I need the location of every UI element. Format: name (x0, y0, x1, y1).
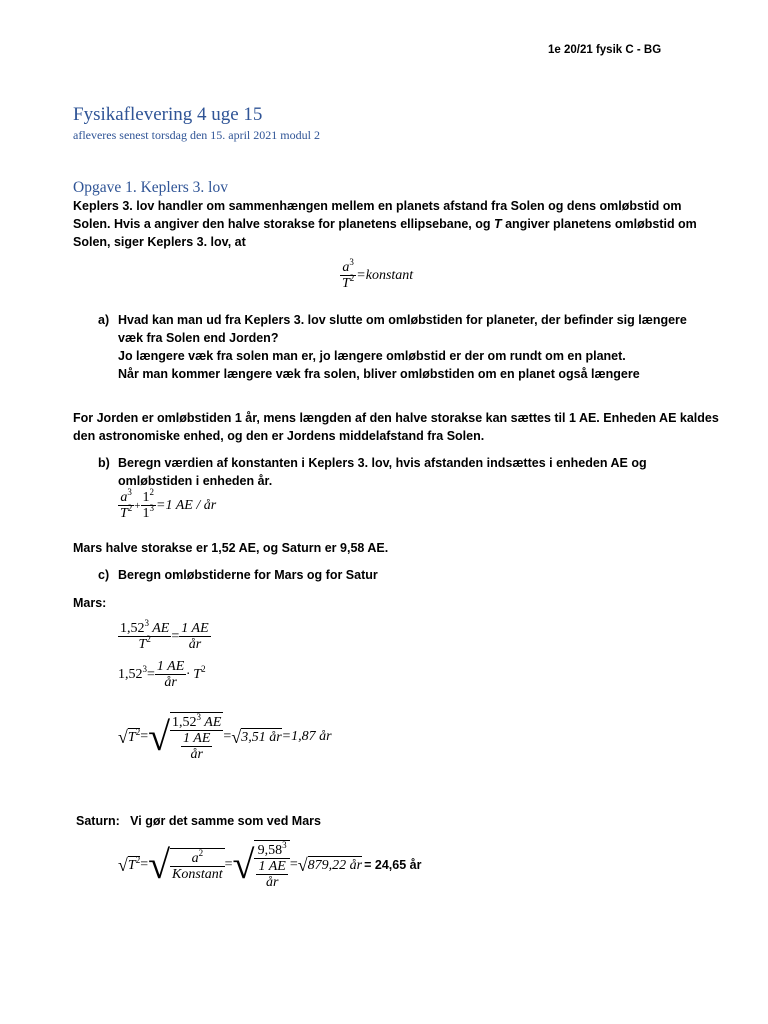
mars-equation-1: $\frac{1,52^3 AE}{T^2}$ = $\frac{1 AE}{år}$ (120, 618, 209, 652)
question-a-label: a) (98, 313, 110, 327)
mars-label: Mars: (73, 596, 107, 610)
intro-line-2: Solen. Hvis a angiver den halve storakse for planetens ellipsebane, og T angiver planetens omløbstid om (73, 217, 697, 231)
intro-line-1: Keplers 3. lov handler om sammenhængen mellem en planets afstand fra Solen og dens omløbstid om (73, 199, 682, 213)
kepler-formula: $\frac{a^3}{T^2}$ =konstant (342, 257, 414, 291)
question-b: Beregn værdien af konstanten i Keplers 3. lov, hvis afstanden indsættes i enheden AE og omløbstiden i enheden år. (118, 456, 647, 488)
mars-saturn-text: Mars halve storakse er 1,52 AE, og Saturn er 9,58 AE. (73, 541, 389, 555)
constant-equation: $\frac{a^3}{T^2}$ + $\frac{1^2}{1^3}$ =1 AE / år (120, 487, 217, 521)
question-b-label: b) (98, 456, 110, 470)
mars-equation-2: $1,52^3=$ $\frac{1 AE}{år}$ · $T^2$ (118, 659, 206, 690)
answer-a-line-1: Jo længere væk fra solen man er, jo længere omløbstid er der om rundt om en planet. (118, 349, 626, 363)
document-title: Fysikaflevering 4 uge 15 (73, 104, 263, 125)
mars-equation-3: √ $T^2$ = √ $\frac{1,52^3 AE}{\frac{1 AE}{år}}$ = √ 3,51 år =1,87 år (118, 712, 332, 762)
saturn-result: = 24,65 år (364, 858, 422, 872)
intro-line-3: Solen, siger Keplers 3. lov, at (73, 235, 246, 249)
document-subtitle: afleveres senest torsdag den 15. april 2021 modul 2 (73, 128, 320, 142)
answer-a-line-2: Når man kommer længere væk fra solen, bliver omløbstiden om en planet også længere (118, 367, 640, 381)
page-header: 1e 20/21 fysik C - BG (548, 44, 662, 56)
earth-paragraph: For Jorden er omløbstiden 1 år, mens længden af den halve storakse kan sættes til 1 AE. Enheden AE kaldes den astronomiske enhed, og den er Jordens middelafstand fra Solen. (73, 411, 719, 443)
question-a: Hvad kan man ud fra Keplers 3. lov slutte om omløbstiden for planeter, der befinder sig længere væk fra Solen end Jorden? Jo længere væk fra solen man er, jo længere omløbstid er der om rundt om en planet. Når man kommer længere væk fra solen, bliver omløbstiden om en planet også længere (118, 313, 687, 381)
question-c: Beregn omløbstiderne for Mars og for Satur (118, 568, 378, 582)
section-heading: Opgave 1. Keplers 3. lov (73, 179, 228, 196)
question-c-label: c) (98, 568, 110, 582)
saturn-line: Saturn: Vi gør det samme som ved Mars (76, 814, 321, 828)
saturn-equation: √ $T^2$ = √ $\frac{a^2}{\text{Konstant}}$ = √ $\frac{9,58^3}{\frac{1 AE}{år}}$ = √ 879,22 år = 24,65 år (118, 840, 422, 890)
intro-paragraph (73, 197, 697, 251)
